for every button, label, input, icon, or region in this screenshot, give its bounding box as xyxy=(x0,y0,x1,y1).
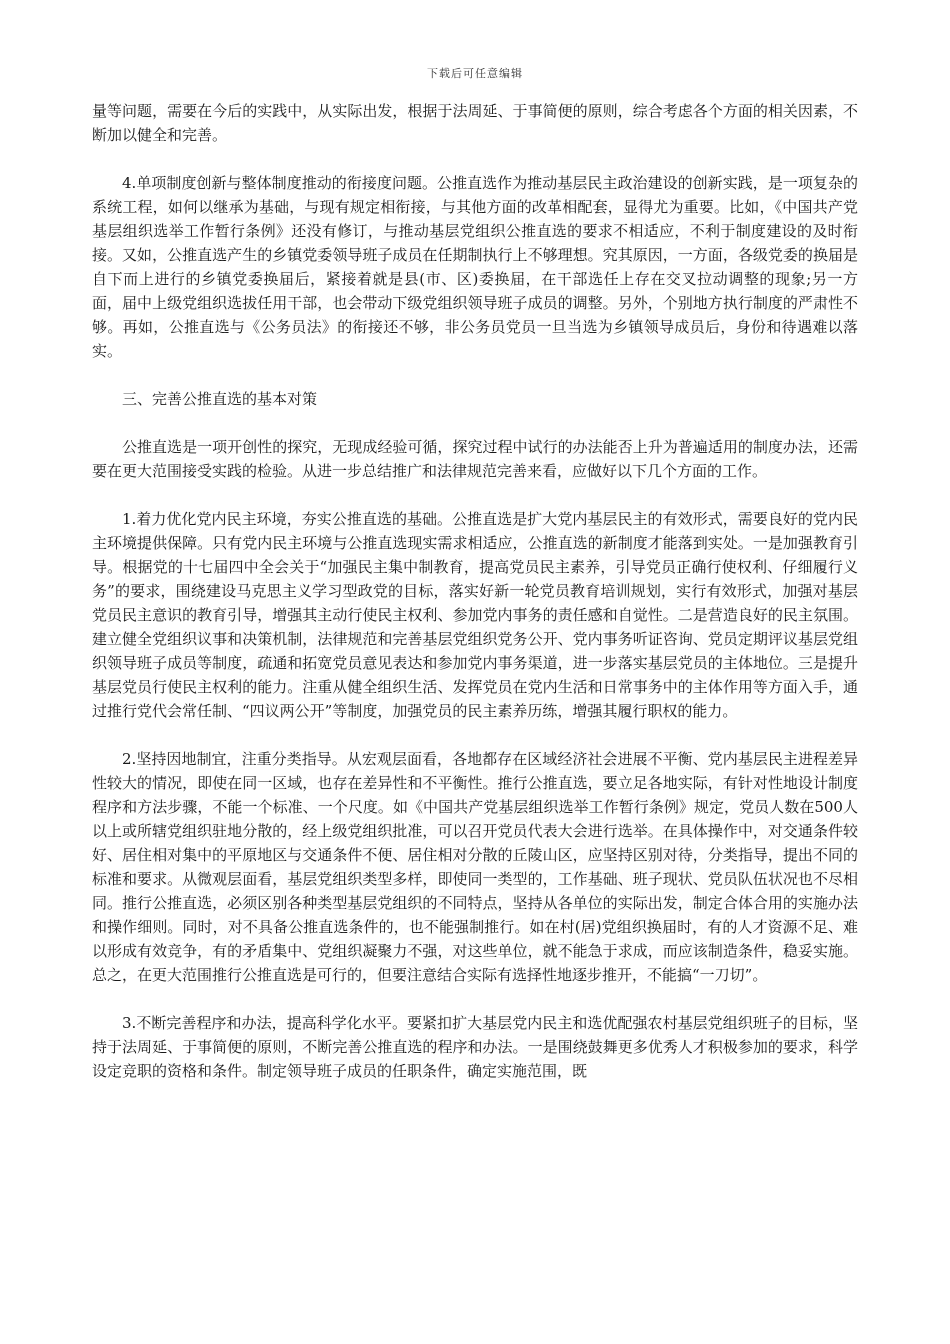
paragraph-item-1: 1.着力优化党内民主环境，夯实公推直选的基础。公推直选是扩大党内基层民主的有效形式，需要良好的党内民主环境提供保障。只有党内民主环境与公推直选现实需求相适应，公推直选的新制度才能落到实处。一是加强教育引导。根据党的十七届四中全会关于“加强民主集中制教育，提高党员民主素养，引导党员正确行使权利、仔细履行义务”的要求，围绕建设马克思主义学习型政党的目标，落实好新一轮党员教育培训规划，实行有效形式，加强对基层党员民主意识的教育引导，增强其主动行使民主权利、参加党内事务的责任感和自觉性。二是营造良好的民主氛围。建立健全党组织议事和决策机制，法律规范和完善基层党组织党务公开、党内事务听证咨询、党员定期评议基层党组织领导班子成员等制度，疏通和拓宽党员意见表达和参加党内事务渠道，进一步落实基层党员的主体地位。三是提升基层党员行使民主权利的能力。注重从健全组织生活、发挥党员在党内生活和日常事务中的主体作用等方面入手，通过推行党代会常任制、“四议两公开”等制度，加强党员的民主素养历练，增强其履行职权的能力。 xyxy=(92,510,858,720)
paragraph-item-2: 2.坚持因地制宜，注重分类指导。从宏观层面看，各地都存在区域经济社会进展不平衡、党内基层民主进程差异性较大的情况，即使在同一区域，也存在差异性和不平衡性。推行公推直选，要立足各地实际，有针对性地设计制度程序和方法步骤，不能一个标准、一个尺度。如《中国共产党基层组织选举工作暂行条例》规定，党员人数在500人以上或所辖党组织驻地分散的，经上级党组织批准，可以召开党员代表大会进行选举。在具体操作中，对交通条件较好、居住相对集中的平原地区与交通条件不便、居住相对分散的丘陵山区，应坚持区别对待，分类指导，提出不同的标准和要求。从微观层面看，基层党组织类型多样，即使同一类型的，工作基础、班子现状、党员队伍状况也不尽相同。推行公推直选，必须区别各种类型基层党组织的不同特点，坚持从各单位的实际出发，制定合体合用的实施办法和操作细则。同时，对不具备公推直选条件的，也不能强制推行。如在村(居)党组织换届时，有的人才资源不足、难以形成有效竞争，有的矛盾集中、党组织凝聚力不强，对这些单位，就不能急于求成，而应该制造条件，稳妥实施。总之，在更大范围推行公推直选是可行的，但要注意结合实际有选择性地逐步推开，不能搞“一刀切”。 xyxy=(92,750,858,984)
paragraph-item-3: 3.不断完善程序和办法，提高科学化水平。要紧扣扩大基层党内民主和选优配强农村基层党组织班子的目标，坚持于法周延、于事简便的原则，不断完善公推直选的程序和办法。一是围绕鼓舞更多优秀人才积极参加的要求，科学设定竞职的资格和条件。制定领导班子成员的任职条件，确定实施范围，既 xyxy=(92,1014,858,1080)
document-body xyxy=(92,99,858,1107)
paragraph-continuation: 量等问题，需要在今后的实践中，从实际出发，根据于法周延、于事简便的原则，综合考虑各个方面的相关因素，不断加以健全和完善。 xyxy=(92,102,858,144)
page-header: 下载后可任意编辑 xyxy=(427,67,523,80)
section-heading: 三、完善公推直选的基本对策 xyxy=(122,390,318,408)
paragraph-item-4: 4.单项制度创新与整体制度推动的衔接度问题。公推直选作为推动基层民主政治建设的创新实践，是一项复杂的系统工程，如何以继承为基础，与现有规定相衔接，与其他方面的改革相配套，显得尤为重要。比如，《中国共产党基层组织选举工作暂行条例》还没有修订，与推动基层党组织公推直选的要求不相适应，不利于制度建设的及时衔接。又如，公推直选产生的乡镇党委领导班子成员在任期制执行上不够理想。究其原因，一方面，各级党委的换届是自下而上进行的乡镇党委换届后，紧接着就是县(市、区)委换届，在干部选任上存在交叉拉动调整的现象;另一方面，届中上级党组织选拔任用干部，也会带动下级党组织领导班子成员的调整。另外，个别地方执行制度的严肃性不够。再如，公推直选与《公务员法》的衔接还不够，非公务员党员一旦当选为乡镇领导成员后，身份和待遇难以落实。 xyxy=(92,174,858,360)
paragraph-intro: 公推直选是一项开创性的探究，无现成经验可循，探究过程中试行的办法能否上升为普遍适用的制度办法，还需要在更大范围接受实践的检验。从进一步总结推广和法律规范完善来看，应做好以下几个方面的工作。 xyxy=(92,438,858,480)
